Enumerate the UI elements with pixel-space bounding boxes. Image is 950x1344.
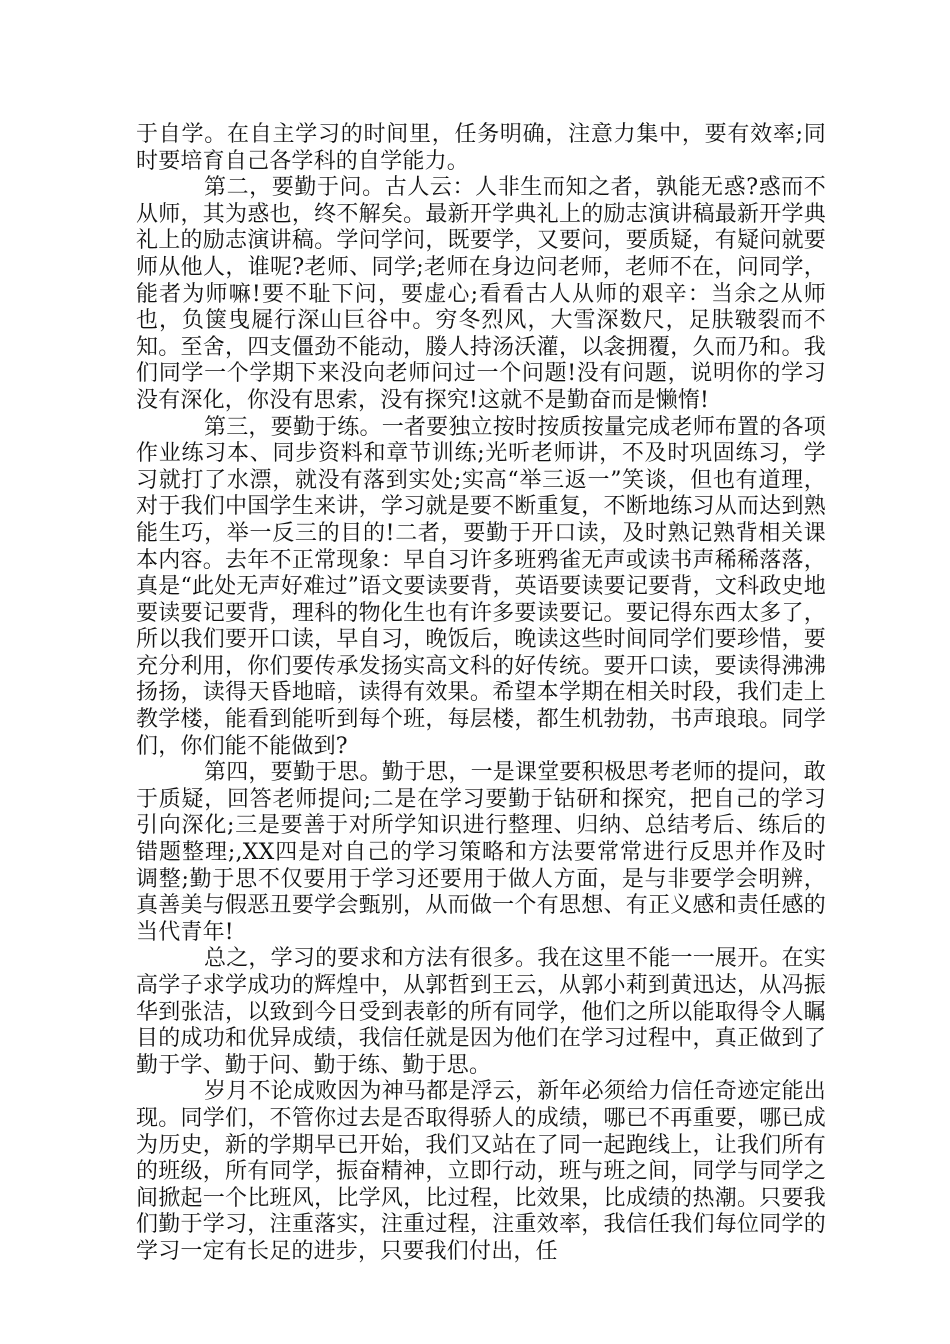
paragraph-2: 第二，要勤于问。古人云：人非生而知之者，孰能无惑?惑而不从师，其为惑也，终不解矣。最新开学典礼上的励志演讲稿最新开学典礼上的励志演讲稿。学问学问，既要学，又要问，要质疑，有疑问就要师从他人，谁呢?老师、同学;老师在身边问老师，老师不在，问同学，能者为师嘛!要不耻下问，要虚心;看看古人从师的艰辛：当余之从师也，负箧曳屣行深山巨谷中。穷冬烈风，大雪深数尺，足肤皲裂而不知。至舍，四支僵劲不能动，媵人持汤沃灌，以衾拥覆，久而乃和。我们同学一个学期下来没向老师问过一个问题!没有问题，说明你的学习没有深化，你没有思索，没有探究!这就不是勤奋而是懒惰! [136, 175, 826, 413]
paragraph-4: 第四，要勤于思。勤于思，一是课堂要积极思考老师的提问，敢于质疑，回答老师提问;二是在学习要勤于钻研和探究，把自己的学习引向深化;三是要善于对所学知识进行整理、归纳、总结考后、练后的错题整理;,XX四是对自己的学习策略和方法要常常进行反思并作及时调整;勤于思不仅要用于学习还要用于做人方面，是与非要学会明辨，真善美与假恶丑要学会甄别，从而做一个有思想、有正义感和责任感的当代青年! [136, 760, 826, 945]
paragraph-5: 总之，学习的要求和方法有很多。我在这里不能一一展开。在实高学子求学成功的辉煌中，从郭哲到王云，从郭小莉到黄迅达，从冯振华到张洁，以致到今日受到表彰的所有同学，他们之所以能取得令人瞩目的成功和优异成绩，我信任就是因为他们在学习过程中，真正做到了勤于学、勤于问、勤于练、勤于思。 [136, 946, 826, 1078]
paragraph-6: 岁月不论成败因为神马都是浮云，新年必须给力信任奇迹定能出现。同学们，不管你过去是否取得骄人的成绩，哪已不再重要，哪已成为历史，新的学期早已开始，我们又站在了同一起跑线上，让我们所有的班级，所有同学，振奋精神，立即行动，班与班之间，同学与同学之间掀起一个比班风，比学风，比过程，比效果，比成绩的热潮。只要我们勤于学习，注重落实，注重过程，注重效率，我信任我们每位同学的学习一定有长足的进步，只要我们付出，任 [136, 1079, 826, 1264]
paragraph-1: 于自学。在自主学习的时间里，任务明确，注意力集中，要有效率;同时要培育自己各学科的自学能力。 [136, 122, 826, 174]
paragraph-3: 第三，要勤于练。一者要独立按时按质按量完成老师布置的各项作业练习本、同步资料和章节训练;光听老师讲，不及时巩固练习，学习就打了水漂，就没有落到实处;实高“举三返一”笑谈，但也有道理，对于我们中国学生来讲，学习就是要不断重复，不断地练习从而达到熟能生巧，举一反三的目的!二者，要勤于开口读，及时熟记熟背相关课本内容。去年不正常现象：早自习许多班鸦雀无声或读书声稀稀落落，真是“此处无声好难过”语文要读要背，英语要读要记要背，文科政史地要读要记要背，理科的物化生也有许多要读要记。要记得东西太多了，所以我们要开口读，早自习，晚饭后，晚读这些时间同学们要珍惜，要充分利用，你们要传承发扬实高文科的好传统。要开口读，要读得沸沸扬扬，读得天昏地暗，读得有效果。希望本学期在相关时段，我们走上教学楼，能看到能听到每个班，每层楼，都生机勃勃，书声琅琅。同学们，你们能不能做到? [136, 414, 826, 759]
document-body [136, 122, 826, 1266]
